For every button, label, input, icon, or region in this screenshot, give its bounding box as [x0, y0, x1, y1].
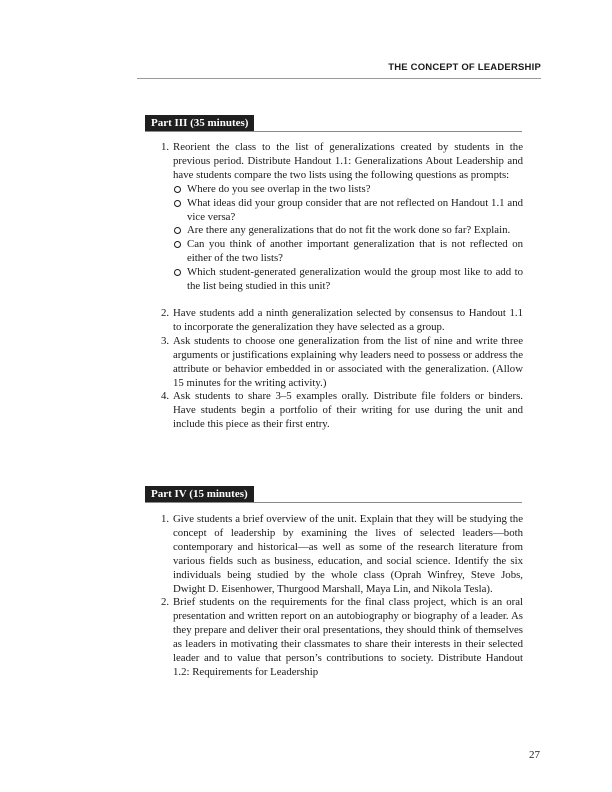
item-number: 1.: [161, 141, 170, 153]
page-number: 27: [529, 749, 540, 761]
section-heading-part-4: [145, 486, 522, 503]
item-text: Give students a brief overview of the unit. Explain that they will be studying the concept of leadership by examining the lives of selected leaders—both contemporary and historical—as well as some of the research literature from various fields such as business, education, and social science. Identify the six individuals being studied by the whole class (Oprah Winfrey, Steve Jobs, Dwight D. Eisenhower, Thurgood Marshall, Maya Lin, and Nikola Tesla).: [173, 513, 523, 595]
bullet-icon: [174, 269, 181, 276]
item-text: Ask students to choose one generalization from the list of nine and write three arguments or justifications explaining why leaders need to possess or address the attribute or behavior embedded in or associated with the generalization. (Allow 15 minutes for the writing activity.): [173, 334, 523, 389]
running-header: [137, 60, 541, 79]
bullet-text: What ideas did your group consider that are not reflected on Handout 1.1 and vice versa?: [187, 196, 523, 223]
list-item: [145, 596, 523, 679]
list-item: [145, 513, 523, 596]
section-heading-label: Part III (35 minutes): [145, 115, 254, 132]
list-item: [145, 390, 523, 432]
header-title: THE CONCEPT OF LEADERSHIP: [388, 62, 541, 73]
prompt-list: [173, 183, 523, 294]
bullet-item: [173, 238, 523, 266]
bullet-text: Which student-generated generalization would the group most like to add to the list being studied in this unit?: [187, 266, 523, 293]
item-text: Brief students on the requirements for the final class project, which is an oral presentation and written report on an autobiography or biography of a leader. As they prepare and deliver their oral presentations, they should think of themselves as leaders in motivating their classmates to share their interests in their selected leader and to value that person’s contributions to society. Distribute Handout 1.2: Requirements for Leadership: [173, 596, 523, 678]
bullet-text: Where do you see overlap in the two lists?: [187, 182, 371, 195]
item-text: Reorient the class to the list of generalizations created by students in the previous period. Distribute Handout 1.1: Generalizations About Leadership and have students compare the two lists using the following questions as prompts:: [173, 141, 523, 181]
bullet-item: [173, 224, 523, 238]
item-text: Have students add a ninth generalization selected by consensus to Handout 1.1 to incorporate the generalization they have selected as a group.: [173, 306, 523, 333]
bullet-icon: [174, 227, 181, 234]
bullet-item: [173, 183, 523, 197]
item-number: 2.: [161, 306, 170, 319]
item-number: 1.: [161, 513, 170, 525]
bullet-item: [173, 266, 523, 294]
part3-steps: [145, 141, 523, 432]
list-item: [145, 335, 523, 391]
bullet-icon: [174, 186, 181, 193]
list-item: [145, 307, 523, 335]
bullet-text: Can you think of another important generalization that is not reflected on either of the two lists?: [187, 238, 523, 265]
bullet-icon: [174, 200, 181, 207]
item-number: 4.: [161, 390, 170, 403]
section-rule: [145, 502, 522, 503]
section-rule: [145, 131, 522, 132]
section-heading-label: Part IV (15 minutes): [145, 486, 254, 503]
section-heading-part-3: [145, 115, 522, 132]
part4-steps: [145, 513, 523, 680]
item-number: 3.: [161, 334, 170, 347]
item-text: Ask students to share 3–5 examples orally. Distribute file folders or binders. Have students begin a portfolio of their writing for use during the unit and include this piece as their first entry.: [173, 390, 523, 431]
bullet-icon: [174, 241, 181, 248]
item-number: 2.: [161, 596, 170, 609]
list-item: [145, 141, 523, 307]
bullet-text: Are there any generalizations that do not fit the work done so far? Explain.: [187, 224, 511, 237]
bullet-item: [173, 197, 523, 225]
